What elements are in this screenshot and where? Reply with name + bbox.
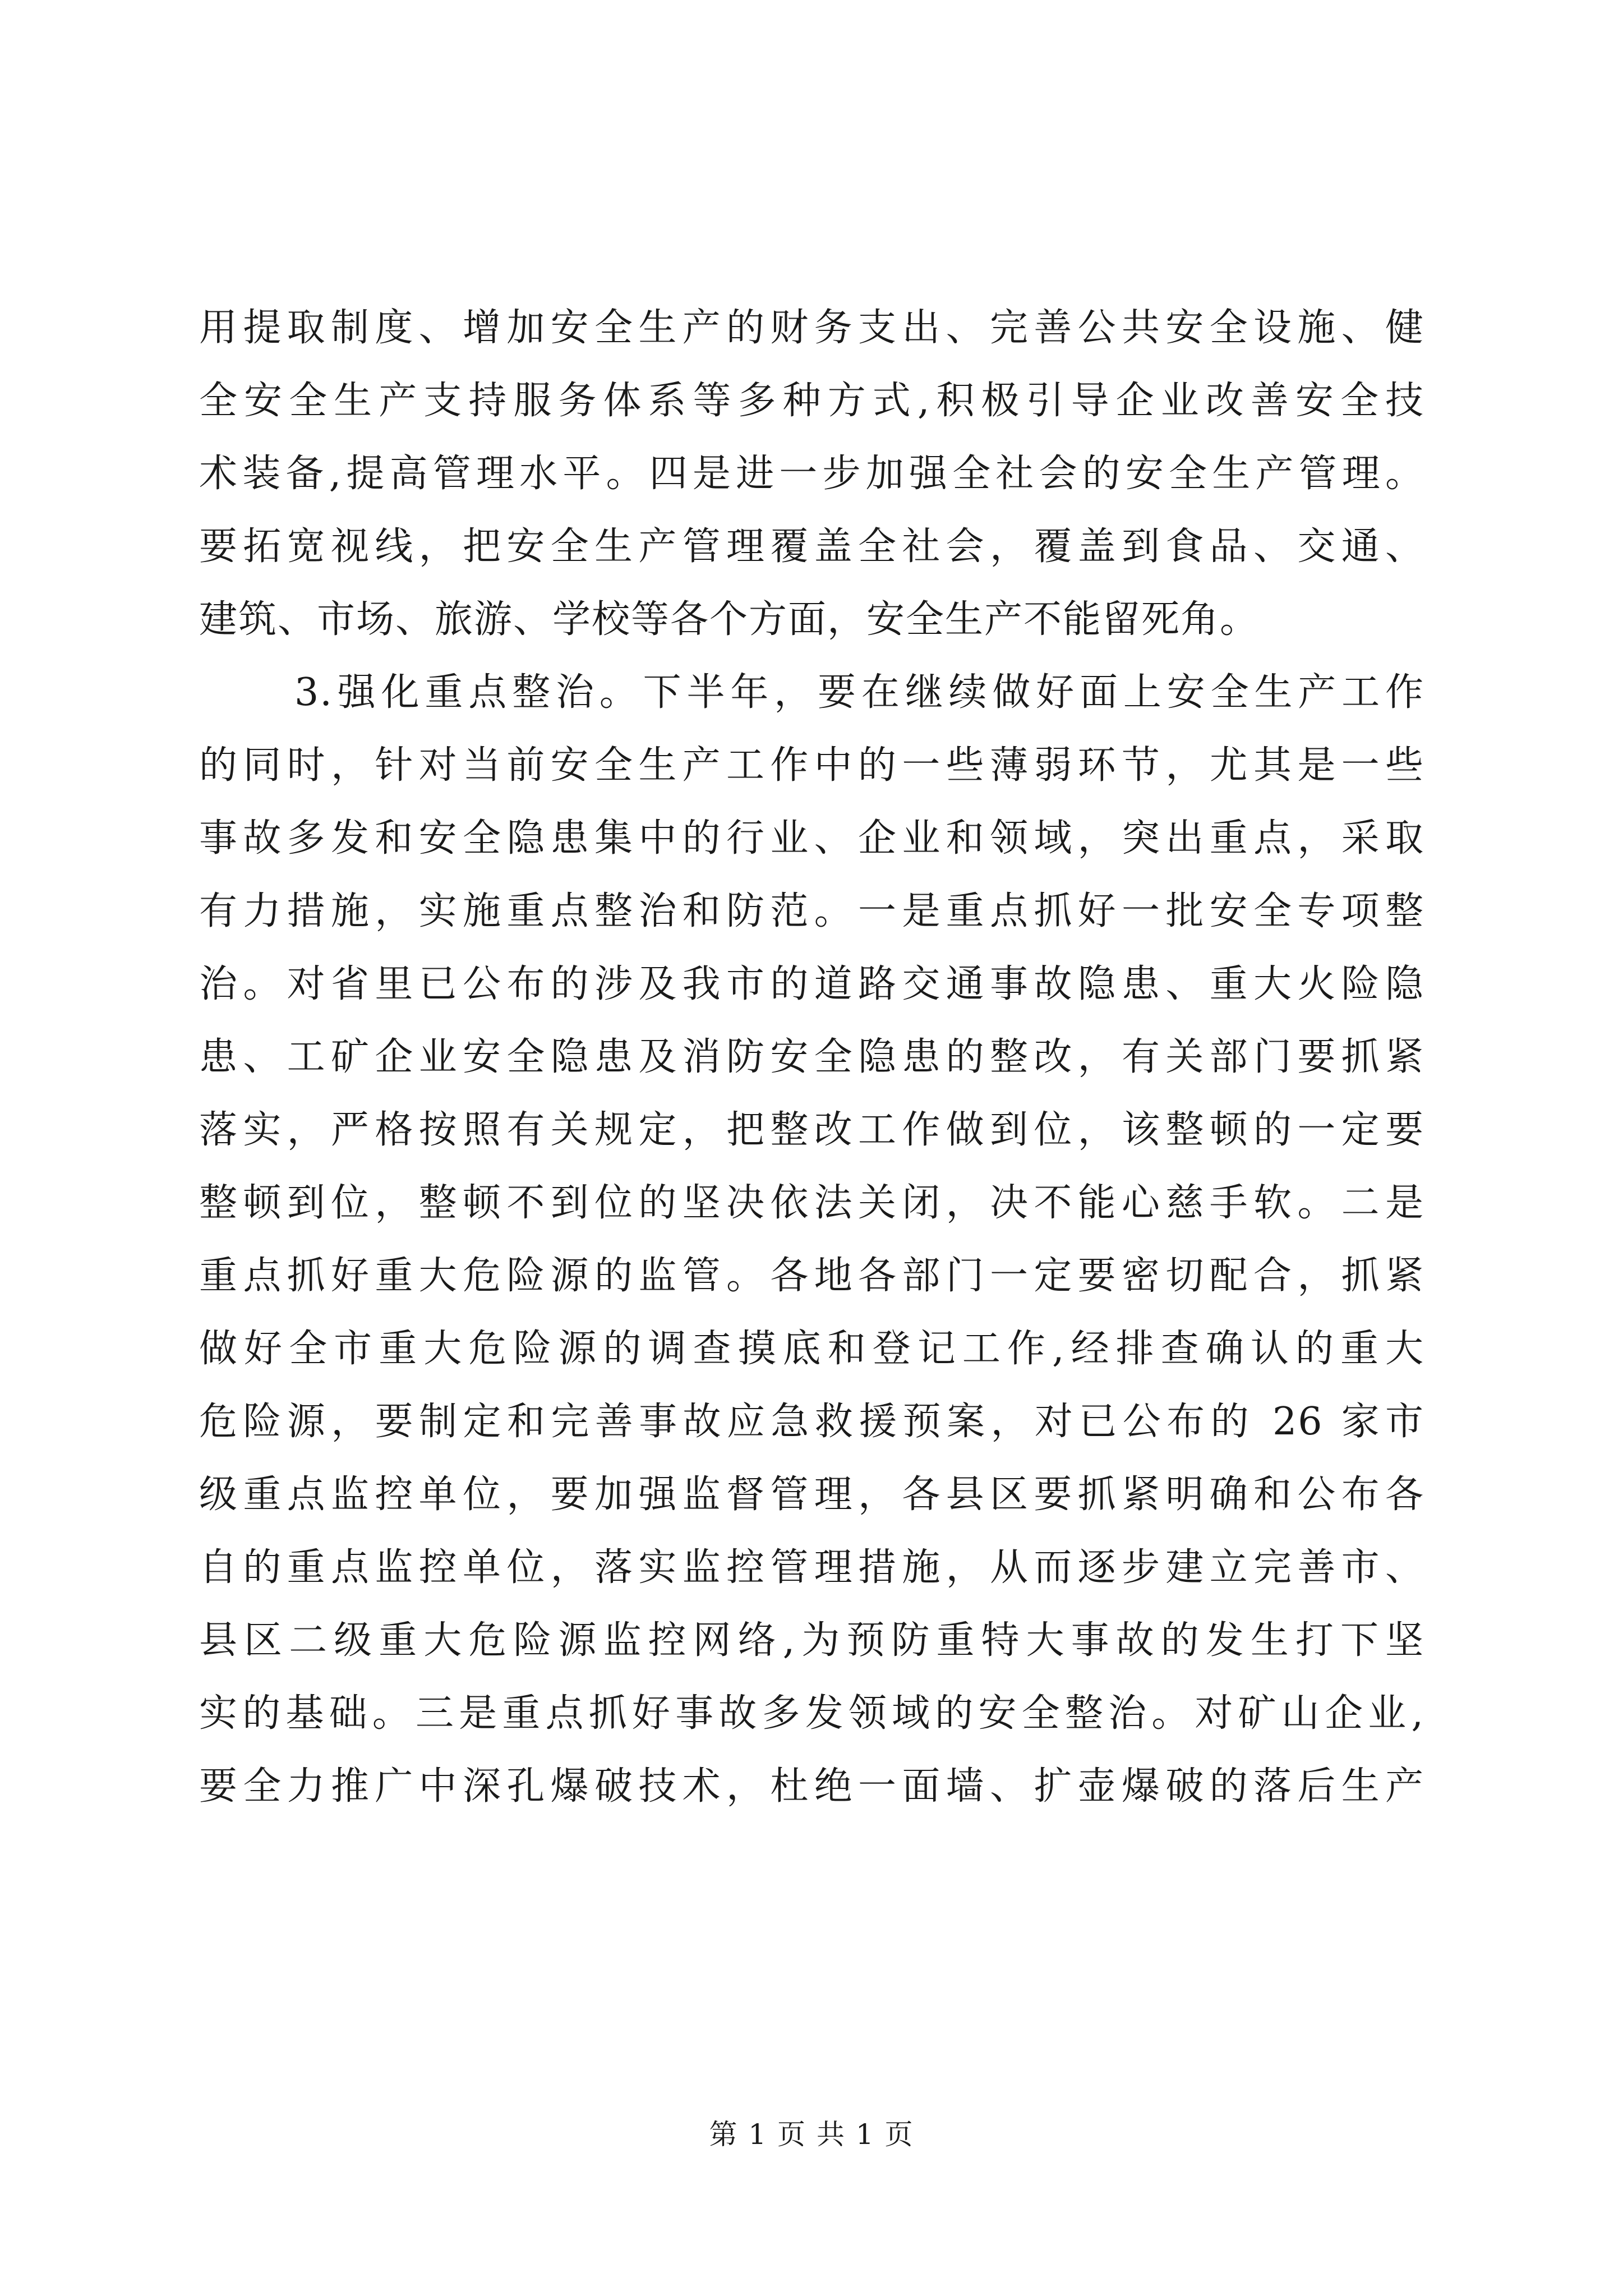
text-line: 有力措施，实施重点整治和防范。一是重点抓好一批安全专项整	[199, 889, 1424, 933]
text-line: 自的重点监控单位，落实监控管理措施，从而逐步建立完善市、	[199, 1545, 1424, 1590]
text-line: 术装备,提高管理水平。四是进一步加强全社会的安全生产管理。	[199, 452, 1424, 496]
text-line: 要拓宽视线，把安全生产管理覆盖全社会，覆盖到食品、交通、	[199, 524, 1424, 569]
text-line: 实的基础。三是重点抓好事故多发领域的安全整治。对矿山企业,	[199, 1691, 1424, 1736]
text-line: 做好全市重大危险源的调查摸底和登记工作,经排查确认的重大	[199, 1327, 1424, 1371]
text-line: 治。对省里已公布的涉及我市的道路交通事故隐患、重大火险隐	[199, 962, 1424, 1006]
text-line: 县区二级重大危险源监控网络,为预防重特大事故的发生打下坚	[199, 1618, 1424, 1663]
section-heading-line: 3.强化重点整治。下半年，要在继续做好面上安全生产工作	[294, 670, 1424, 715]
page-footer: 第 1 页 共 1 页	[709, 2118, 914, 2151]
text-line: 的同时，针对当前安全生产工作中的一些薄弱环节，尤其是一些	[199, 743, 1424, 788]
text-line: 要全力推广中深孔爆破技术，杜绝一面墙、扩壶爆破的落后生产	[199, 1764, 1424, 1809]
text-line: 危险源，要制定和完善事故应急救援预案，对已公布的 26 家市	[199, 1400, 1424, 1444]
text-line: 落实，严格按照有关规定，把整改工作做到位，该整顿的一定要	[199, 1108, 1424, 1152]
text-line: 整顿到位，整顿不到位的坚决依法关闭，决不能心慈手软。二是	[199, 1181, 1424, 1225]
text-line: 事故多发和安全隐患集中的行业、企业和领域，突出重点，采取	[199, 816, 1424, 861]
text-line: 患、工矿企业安全隐患及消防安全隐患的整改，有关部门要抓紧	[199, 1035, 1424, 1079]
text-line: 建筑、市场、旅游、学校等各个方面，安全生产不能留死角。	[199, 597, 1260, 642]
text-line: 全安全生产支持服务体系等多种方式,积极引导企业改善安全技	[199, 379, 1424, 423]
body-text	[199, 292, 1424, 1823]
text-line: 用提取制度、增加安全生产的财务支出、完善公共安全设施、健	[199, 306, 1424, 350]
text-line: 级重点监控单位，要加强监督管理，各县区要抓紧明确和公布各	[199, 1473, 1424, 1517]
text-line: 重点抓好重大危险源的监管。各地各部门一定要密切配合，抓紧	[199, 1254, 1424, 1298]
